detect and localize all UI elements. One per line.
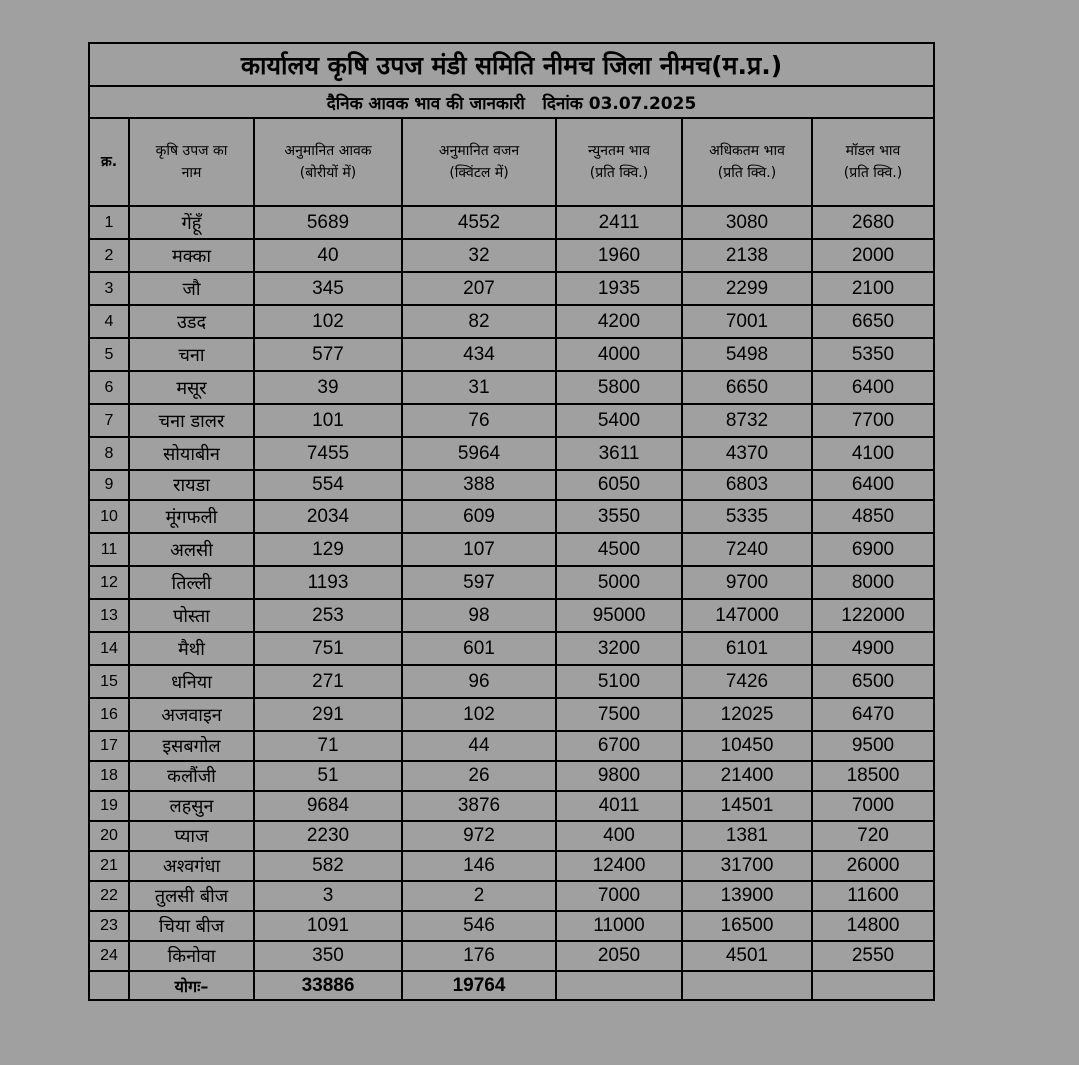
total-blank (556, 971, 682, 1000)
cell-serial: 16 (89, 698, 129, 731)
cell-min-price: 5100 (556, 665, 682, 698)
cell-serial: 22 (89, 881, 129, 911)
cell-model-price: 18500 (812, 761, 934, 791)
cell-crop-name: किनोवा (129, 941, 254, 971)
cell-min-price: 2411 (556, 206, 682, 239)
cell-weight: 82 (402, 305, 556, 338)
cell-weight: 96 (402, 665, 556, 698)
cell-max-price: 9700 (682, 566, 812, 599)
cell-crop-name: लहसुन (129, 791, 254, 821)
cell-crop-name: धनिया (129, 665, 254, 698)
cell-min-price: 2050 (556, 941, 682, 971)
cell-crop-name: तिल्ली (129, 566, 254, 599)
cell-weight: 546 (402, 911, 556, 941)
cell-crop-name: जौ (129, 272, 254, 305)
cell-min-price: 11000 (556, 911, 682, 941)
cell-serial: 13 (89, 599, 129, 632)
table-row (89, 731, 934, 761)
cell-serial: 10 (89, 500, 129, 533)
cell-weight: 107 (402, 533, 556, 566)
cell-serial: 24 (89, 941, 129, 971)
total-blank (682, 971, 812, 1000)
cell-max-price: 1381 (682, 821, 812, 851)
cell-max-price: 12025 (682, 698, 812, 731)
table-row (89, 338, 934, 371)
cell-weight: 32 (402, 239, 556, 272)
cell-min-price: 6700 (556, 731, 682, 761)
cell-arrival: 101 (254, 404, 402, 437)
cell-weight: 972 (402, 821, 556, 851)
cell-serial: 21 (89, 851, 129, 881)
cell-min-price: 3200 (556, 632, 682, 665)
cell-model-price: 7700 (812, 404, 934, 437)
report-subtitle (89, 86, 934, 118)
cell-serial: 18 (89, 761, 129, 791)
cell-arrival: 3 (254, 881, 402, 911)
cell-min-price: 12400 (556, 851, 682, 881)
cell-max-price: 147000 (682, 599, 812, 632)
cell-min-price: 5400 (556, 404, 682, 437)
cell-min-price: 7000 (556, 881, 682, 911)
cell-weight: 146 (402, 851, 556, 881)
table-row (89, 500, 934, 533)
cell-model-price: 14800 (812, 911, 934, 941)
cell-weight: 434 (402, 338, 556, 371)
cell-weight: 31 (402, 371, 556, 404)
cell-serial: 4 (89, 305, 129, 338)
table-row (89, 206, 934, 239)
cell-arrival: 5689 (254, 206, 402, 239)
cell-model-price: 2680 (812, 206, 934, 239)
cell-max-price: 2299 (682, 272, 812, 305)
cell-weight: 26 (402, 761, 556, 791)
cell-crop-name: अजवाइन (129, 698, 254, 731)
report-date: दिनांक 03.07.2025 (542, 93, 697, 114)
cell-serial: 3 (89, 272, 129, 305)
cell-crop-name: कलौंजी (129, 761, 254, 791)
cell-serial: 12 (89, 566, 129, 599)
cell-min-price: 400 (556, 821, 682, 851)
cell-crop-name: सोयाबीन (129, 437, 254, 470)
cell-crop-name: मसूर (129, 371, 254, 404)
table-row (89, 371, 934, 404)
cell-max-price: 2138 (682, 239, 812, 272)
cell-serial: 1 (89, 206, 129, 239)
cell-model-price: 6900 (812, 533, 934, 566)
cell-arrival: 554 (254, 470, 402, 500)
cell-model-price: 4850 (812, 500, 934, 533)
cell-arrival: 40 (254, 239, 402, 272)
cell-max-price: 4370 (682, 437, 812, 470)
table-row (89, 272, 934, 305)
cell-max-price: 10450 (682, 731, 812, 761)
cell-max-price: 6803 (682, 470, 812, 500)
table-row (89, 533, 934, 566)
cell-weight: 44 (402, 731, 556, 761)
cell-crop-name: मक्का (129, 239, 254, 272)
cell-arrival: 71 (254, 731, 402, 761)
cell-min-price: 5800 (556, 371, 682, 404)
cell-min-price: 7500 (556, 698, 682, 731)
cell-crop-name: चिया बीज (129, 911, 254, 941)
cell-arrival: 51 (254, 761, 402, 791)
header-model-price: मॉडल भाव (प्रति क्वि.) (812, 118, 934, 206)
cell-weight: 609 (402, 500, 556, 533)
cell-arrival: 1193 (254, 566, 402, 599)
cell-min-price: 95000 (556, 599, 682, 632)
cell-min-price: 6050 (556, 470, 682, 500)
table-row (89, 851, 934, 881)
cell-max-price: 13900 (682, 881, 812, 911)
cell-serial: 5 (89, 338, 129, 371)
total-weight: 19764 (402, 971, 556, 1000)
cell-arrival: 102 (254, 305, 402, 338)
cell-arrival: 577 (254, 338, 402, 371)
total-row (89, 971, 934, 1000)
cell-min-price: 5000 (556, 566, 682, 599)
cell-model-price: 6470 (812, 698, 934, 731)
cell-model-price: 11600 (812, 881, 934, 911)
cell-min-price: 3550 (556, 500, 682, 533)
cell-max-price: 31700 (682, 851, 812, 881)
cell-serial: 6 (89, 371, 129, 404)
cell-crop-name: चना (129, 338, 254, 371)
cell-weight: 388 (402, 470, 556, 500)
total-label: योगः– (129, 971, 254, 1000)
table-row (89, 881, 934, 911)
cell-min-price: 1960 (556, 239, 682, 272)
cell-serial: 17 (89, 731, 129, 761)
cell-max-price: 7426 (682, 665, 812, 698)
cell-max-price: 16500 (682, 911, 812, 941)
cell-crop-name: गेंहूँ (129, 206, 254, 239)
cell-max-price: 7001 (682, 305, 812, 338)
cell-weight: 4552 (402, 206, 556, 239)
cell-arrival: 129 (254, 533, 402, 566)
cell-weight: 597 (402, 566, 556, 599)
table-row (89, 665, 934, 698)
cell-arrival: 9684 (254, 791, 402, 821)
header-crop-name: कृषि उपज का नाम (129, 118, 254, 206)
total-blank (89, 971, 129, 1000)
cell-model-price: 720 (812, 821, 934, 851)
cell-serial: 2 (89, 239, 129, 272)
cell-crop-name: उडद (129, 305, 254, 338)
cell-weight: 102 (402, 698, 556, 731)
cell-serial: 19 (89, 791, 129, 821)
table-row (89, 698, 934, 731)
mandi-rate-table (88, 42, 935, 1001)
cell-serial: 7 (89, 404, 129, 437)
table-row (89, 632, 934, 665)
header-serial: क्र. (89, 118, 129, 206)
header-arrival: अनुमानित आवक (बोरीयों में) (254, 118, 402, 206)
total-arrival: 33886 (254, 971, 402, 1000)
cell-model-price: 26000 (812, 851, 934, 881)
cell-arrival: 2034 (254, 500, 402, 533)
cell-model-price: 6650 (812, 305, 934, 338)
cell-crop-name: मूंगफली (129, 500, 254, 533)
cell-min-price: 3611 (556, 437, 682, 470)
cell-model-price: 9500 (812, 731, 934, 761)
table-row (89, 404, 934, 437)
header-weight: अनुमानित वजन (क्विंटल में) (402, 118, 556, 206)
cell-model-price: 6500 (812, 665, 934, 698)
cell-weight: 76 (402, 404, 556, 437)
cell-min-price: 4500 (556, 533, 682, 566)
cell-max-price: 6101 (682, 632, 812, 665)
cell-arrival: 253 (254, 599, 402, 632)
cell-crop-name: अश्वगंधा (129, 851, 254, 881)
cell-arrival: 2230 (254, 821, 402, 851)
cell-serial: 8 (89, 437, 129, 470)
cell-model-price: 4900 (812, 632, 934, 665)
table-row (89, 941, 934, 971)
cell-arrival: 751 (254, 632, 402, 665)
cell-max-price: 4501 (682, 941, 812, 971)
cell-model-price: 2000 (812, 239, 934, 272)
subtitle-label: दैनिक आवक भाव की जानकारी (326, 93, 525, 114)
header-min-price: न्युनतम भाव (प्रति क्वि.) (556, 118, 682, 206)
cell-weight: 2 (402, 881, 556, 911)
cell-model-price: 2100 (812, 272, 934, 305)
cell-max-price: 21400 (682, 761, 812, 791)
cell-crop-name: चना डालर (129, 404, 254, 437)
table-row (89, 437, 934, 470)
cell-crop-name: मैथी (129, 632, 254, 665)
cell-crop-name: तुलसी बीज (129, 881, 254, 911)
cell-serial: 15 (89, 665, 129, 698)
cell-arrival: 271 (254, 665, 402, 698)
cell-crop-name: अलसी (129, 533, 254, 566)
cell-arrival: 1091 (254, 911, 402, 941)
cell-crop-name: प्याज (129, 821, 254, 851)
cell-arrival: 582 (254, 851, 402, 881)
cell-model-price: 6400 (812, 371, 934, 404)
cell-model-price: 2550 (812, 941, 934, 971)
cell-crop-name: पोस्ता (129, 599, 254, 632)
cell-model-price: 122000 (812, 599, 934, 632)
table-row (89, 821, 934, 851)
cell-min-price: 9800 (556, 761, 682, 791)
cell-max-price: 5498 (682, 338, 812, 371)
table-row (89, 239, 934, 272)
cell-arrival: 345 (254, 272, 402, 305)
cell-min-price: 4011 (556, 791, 682, 821)
cell-serial: 9 (89, 470, 129, 500)
header-row (89, 118, 934, 206)
cell-model-price: 8000 (812, 566, 934, 599)
cell-min-price: 1935 (556, 272, 682, 305)
cell-min-price: 4000 (556, 338, 682, 371)
cell-max-price: 14501 (682, 791, 812, 821)
cell-weight: 3876 (402, 791, 556, 821)
table-row (89, 911, 934, 941)
cell-arrival: 39 (254, 371, 402, 404)
table-row (89, 566, 934, 599)
cell-max-price: 3080 (682, 206, 812, 239)
cell-max-price: 5335 (682, 500, 812, 533)
cell-min-price: 4200 (556, 305, 682, 338)
cell-weight: 98 (402, 599, 556, 632)
cell-serial: 20 (89, 821, 129, 851)
cell-crop-name: इसबगोल (129, 731, 254, 761)
table-row (89, 470, 934, 500)
cell-arrival: 291 (254, 698, 402, 731)
cell-arrival: 7455 (254, 437, 402, 470)
table-row (89, 791, 934, 821)
cell-max-price: 8732 (682, 404, 812, 437)
cell-weight: 176 (402, 941, 556, 971)
cell-arrival: 350 (254, 941, 402, 971)
table-row (89, 305, 934, 338)
cell-serial: 11 (89, 533, 129, 566)
cell-serial: 14 (89, 632, 129, 665)
total-blank (812, 971, 934, 1000)
header-max-price: अधिकतम भाव (प्रति क्वि.) (682, 118, 812, 206)
table-row (89, 599, 934, 632)
cell-max-price: 6650 (682, 371, 812, 404)
cell-model-price: 6400 (812, 470, 934, 500)
cell-model-price: 5350 (812, 338, 934, 371)
page-title: कार्यालय कृषि उपज मंडी समिति नीमच जिला नीमच(म.प्र.) (89, 43, 934, 86)
cell-weight: 5964 (402, 437, 556, 470)
table-row (89, 761, 934, 791)
cell-weight: 207 (402, 272, 556, 305)
cell-model-price: 7000 (812, 791, 934, 821)
cell-weight: 601 (402, 632, 556, 665)
cell-model-price: 4100 (812, 437, 934, 470)
cell-serial: 23 (89, 911, 129, 941)
cell-crop-name: रायडा (129, 470, 254, 500)
cell-max-price: 7240 (682, 533, 812, 566)
